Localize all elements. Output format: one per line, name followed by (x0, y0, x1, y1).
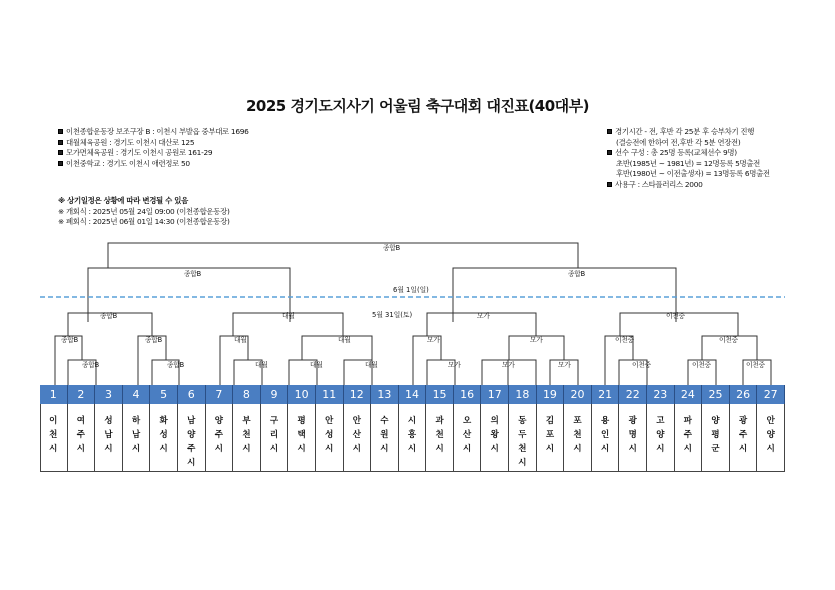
team-number: 22 (619, 385, 647, 404)
team-number: 26 (730, 385, 758, 404)
team-name (178, 414, 205, 470)
team-name-char: 구 (269, 416, 279, 426)
f4b-venue-label: 대월 (365, 361, 378, 369)
team-number: 2 (68, 385, 96, 404)
team-name (399, 414, 426, 456)
team-name (426, 414, 453, 456)
closing-ceremony: ※ 폐회식 : 2025년 06월 01일 14:30 (이천종합운동장) (58, 217, 230, 227)
rule-time-detail: (결승전에 한하여 전,후반 각 5분 연장전) (616, 137, 741, 147)
team-name-char: 양 (187, 430, 196, 440)
team-name-cell (344, 404, 372, 472)
team-number: 25 (702, 385, 730, 404)
team-name (537, 414, 564, 456)
rule-players: 선수 구성 : 총 25명 등록(교체선수 9명) (615, 148, 737, 158)
team-name-cell (757, 404, 785, 472)
q4-venue-label: 이천중 (666, 312, 685, 320)
team-name-cell (316, 404, 344, 472)
f3-venue-label: 대월 (255, 361, 268, 369)
team-name-char: 리 (269, 430, 279, 440)
team-name-cell (454, 404, 482, 472)
change-notice: ※ 상기일정은 상황에 따라 변경될 수 있음 (58, 196, 188, 205)
team-name-char: 양 (766, 430, 775, 440)
team-name-char: 성 (325, 430, 334, 440)
f7-venue-label: 모가 (558, 361, 571, 369)
team-name (564, 414, 591, 456)
team-name-cell (592, 404, 620, 472)
team-name-char: 시 (325, 444, 334, 454)
team-name (592, 414, 619, 456)
team-number: 13 (371, 385, 399, 404)
team-name (316, 414, 343, 456)
team-name-char: 왕 (490, 430, 499, 440)
team-name-char: 화 (159, 416, 168, 426)
team-name-char: 양 (711, 416, 720, 426)
team-name-cell (619, 404, 647, 472)
team-name-char: 이 (49, 416, 58, 426)
team-name-char: 안 (352, 416, 361, 426)
team-name (730, 414, 757, 456)
team-name-char: 주 (738, 430, 748, 440)
team-name-char: 양 (214, 416, 223, 426)
f1-venue-label: 종합B (82, 361, 99, 369)
team-name-char: 고 (656, 416, 665, 426)
team-number: 23 (647, 385, 675, 404)
team-name-char: 평 (297, 416, 306, 426)
team-name-char: 시 (435, 444, 444, 454)
opening-ceremony: ※ 개회식 : 2025년 05월 24일 09:00 (이천종합운동장) (58, 206, 230, 216)
team-name-char: 시 (738, 444, 748, 454)
team-name-char: 성 (104, 416, 113, 426)
team-name-cell (730, 404, 758, 472)
team-name (757, 414, 784, 456)
r2-venue-label: 종합B (145, 336, 162, 344)
team-name-cell (371, 404, 399, 472)
team-name (344, 414, 371, 456)
team-name-cell (647, 404, 675, 472)
team-name-char: 시 (269, 444, 279, 454)
team-name-char: 두 (518, 430, 527, 440)
team-name-char: 시 (518, 458, 527, 468)
team-name-char: 성 (159, 430, 168, 440)
team-name-char: 광 (738, 416, 748, 426)
team-name-char: 평 (711, 430, 720, 440)
team-name-char: 김 (545, 416, 555, 426)
team-name-cell (261, 404, 289, 472)
team-name-char: 명 (628, 430, 637, 440)
team-name (481, 414, 508, 456)
team-name-char: 천 (242, 430, 251, 440)
team-name-char: 인 (601, 430, 610, 440)
bracket-final-line (108, 243, 578, 268)
team-name-cell (40, 404, 68, 472)
team-name-cell (206, 404, 234, 472)
team-number: 15 (426, 385, 454, 404)
team-name-char: 시 (407, 416, 417, 426)
team-name-cell (288, 404, 316, 472)
team-number: 1 (40, 385, 68, 404)
r6-venue-label: 모가 (530, 336, 543, 344)
team-number: 16 (454, 385, 482, 404)
team-name (95, 414, 122, 456)
team-name-char: 시 (352, 444, 361, 454)
r1-venue-label: 종합B (61, 336, 78, 344)
semi-right-venue-label: 종합B (568, 270, 585, 278)
team-name-char: 군 (711, 444, 720, 454)
f2-venue-label: 종합B (167, 361, 184, 369)
team-name-char: 시 (573, 444, 582, 454)
team-name (509, 414, 536, 470)
team-name-char: 시 (380, 444, 389, 454)
team-number: 24 (675, 385, 703, 404)
team-name-char: 시 (131, 444, 141, 454)
team-name-char: 용 (601, 416, 610, 426)
team-name-char: 시 (683, 444, 693, 454)
f10-venue-label: 이천중 (746, 361, 765, 369)
team-number: 4 (123, 385, 151, 404)
team-name-char: 시 (601, 444, 610, 454)
final-venue-label: 종합B (383, 244, 400, 252)
venue-text: 이천중학교 : 경기도 이천시 애련정로 50 (66, 158, 190, 168)
f4-venue-label: 대월 (310, 361, 323, 369)
r3-venue-label: 대월 (234, 336, 247, 344)
team-number: 12 (344, 385, 372, 404)
q3-venue-label: 모가 (477, 312, 490, 320)
team-name-char: 의 (490, 416, 499, 426)
team-name-char: 안 (325, 416, 334, 426)
team-name-char: 과 (435, 416, 444, 426)
team-name-char: 시 (766, 444, 775, 454)
bracket-r4-line (302, 336, 372, 360)
team-name-cell (95, 404, 123, 472)
team-name-char: 시 (628, 444, 637, 454)
team-name-char: 포 (573, 416, 582, 426)
team-name-char: 천 (435, 430, 444, 440)
team-name-char: 광 (628, 416, 637, 426)
team-name-char: 시 (159, 444, 168, 454)
team-name-char: 주 (214, 430, 223, 440)
team-name-char: 택 (297, 430, 306, 440)
r4-venue-label: 대월 (338, 336, 351, 344)
team-number: 3 (95, 385, 123, 404)
team-name-char: 시 (490, 444, 499, 454)
team-name-cell (675, 404, 703, 472)
rule-players-first: 초반(1985년 ~ 1981년) = 12명등록 5명출전 (616, 158, 761, 168)
team-name-char: 여 (76, 416, 85, 426)
team-name-char: 동 (518, 416, 527, 426)
rule-ball: 사용구 : 스타플러리스 2000 (615, 179, 703, 189)
team-name (371, 414, 398, 456)
rule-time: 경기시간 - 전, 후반 각 25분 후 승부차기 진행 (615, 127, 755, 136)
venue-text: 이천종합운동장 보조구장 B : 이천시 부발읍 중부대로 1696 (66, 127, 249, 136)
team-name-char: 파 (683, 416, 693, 426)
team-name (123, 414, 150, 456)
team-name (40, 414, 67, 456)
f9-venue-label: 이천중 (692, 361, 711, 369)
team-number: 8 (233, 385, 261, 404)
r7-venue-label: 이천중 (615, 336, 634, 344)
team-name-cell (564, 404, 592, 472)
team-name (261, 414, 288, 456)
team-name-char: 남 (131, 430, 141, 440)
team-number: 19 (537, 385, 565, 404)
team-name-cell (399, 404, 427, 472)
team-name-cell (509, 404, 537, 472)
team-name (619, 414, 646, 456)
team-name-char: 시 (76, 444, 85, 454)
q1-venue-label: 종합B (100, 312, 117, 320)
team-number: 9 (261, 385, 289, 404)
venue-text: 모가면체육공원 : 경기도 이천시 공원로 161-29 (66, 148, 213, 158)
team-name-char: 수 (380, 416, 389, 426)
team-name-cell (481, 404, 509, 472)
team-name-char: 시 (187, 458, 196, 468)
team-name-char: 시 (214, 444, 223, 454)
team-name-char: 시 (49, 444, 58, 454)
team-name-char: 하 (131, 416, 141, 426)
team-name (702, 414, 729, 456)
f6-venue-label: 모가 (502, 361, 515, 369)
semi-day-label: 5월 31일(토) (372, 311, 413, 319)
team-number: 18 (509, 385, 537, 404)
team-name-char: 산 (463, 430, 472, 440)
q2-venue-label: 대월 (282, 312, 295, 320)
team-name-char: 포 (545, 430, 555, 440)
team-name-char: 남 (187, 416, 196, 426)
team-name-char: 원 (380, 430, 389, 440)
team-name-cell (123, 404, 151, 472)
team-name-char: 흥 (407, 430, 417, 440)
team-number: 17 (481, 385, 509, 404)
team-name-char: 주 (76, 430, 85, 440)
f5-venue-label: 모가 (448, 361, 461, 369)
team-name (675, 414, 702, 456)
semi-left-venue-label: 종합B (184, 270, 201, 278)
venue-text: 대월체육공원 : 경기도 이천시 대산로 125 (66, 137, 195, 147)
team-name-char: 주 (683, 430, 693, 440)
team-name-char: 시 (407, 444, 417, 454)
team-name-char: 천 (518, 444, 527, 454)
team-number: 14 (399, 385, 427, 404)
team-number: 10 (288, 385, 316, 404)
team-number: 11 (316, 385, 344, 404)
team-number: 7 (206, 385, 234, 404)
team-name-char: 시 (242, 444, 251, 454)
team-name-char: 오 (463, 416, 472, 426)
team-name (150, 414, 177, 456)
team-name (233, 414, 260, 456)
team-name-char: 시 (656, 444, 665, 454)
f8-venue-label: 이천중 (632, 361, 651, 369)
team-name-char: 천 (573, 430, 582, 440)
team-name-char: 부 (242, 416, 251, 426)
team-name (288, 414, 315, 456)
team-name-cell (68, 404, 96, 472)
team-name-char: 시 (545, 444, 555, 454)
team-number: 20 (564, 385, 592, 404)
rule-players-second: 후반(1980년 ~ 이전출생자) = 13명등록 6명출전 (616, 169, 770, 179)
team-name-cell (178, 404, 206, 472)
team-number: 21 (592, 385, 620, 404)
r8-venue-label: 이천중 (719, 336, 738, 344)
team-name-char: 안 (766, 416, 775, 426)
team-number: 5 (150, 385, 178, 404)
team-number-bar (40, 385, 785, 404)
team-name (647, 414, 674, 456)
team-name (206, 414, 233, 456)
team-name-char: 시 (104, 444, 113, 454)
team-name-char: 양 (656, 430, 665, 440)
team-number: 6 (178, 385, 206, 404)
team-name-char: 주 (187, 444, 196, 454)
team-name-char: 남 (104, 430, 113, 440)
team-name (68, 414, 95, 456)
team-name-char: 시 (297, 444, 306, 454)
team-name-char: 천 (49, 430, 58, 440)
team-name (454, 414, 481, 456)
team-name-cell (426, 404, 454, 472)
final-day-label: 6월 1일(일) (393, 286, 429, 294)
page-title: 2025 경기도지사기 어울림 축구대회 대진표(40대부) (245, 97, 590, 115)
team-name-cell (537, 404, 565, 472)
team-number: 27 (757, 385, 785, 404)
team-name-cell (233, 404, 261, 472)
team-name-cell (702, 404, 730, 472)
team-name-char: 시 (463, 444, 472, 454)
team-name-cell (150, 404, 178, 472)
r5-venue-label: 모가 (427, 336, 440, 344)
team-name-char: 산 (352, 430, 361, 440)
